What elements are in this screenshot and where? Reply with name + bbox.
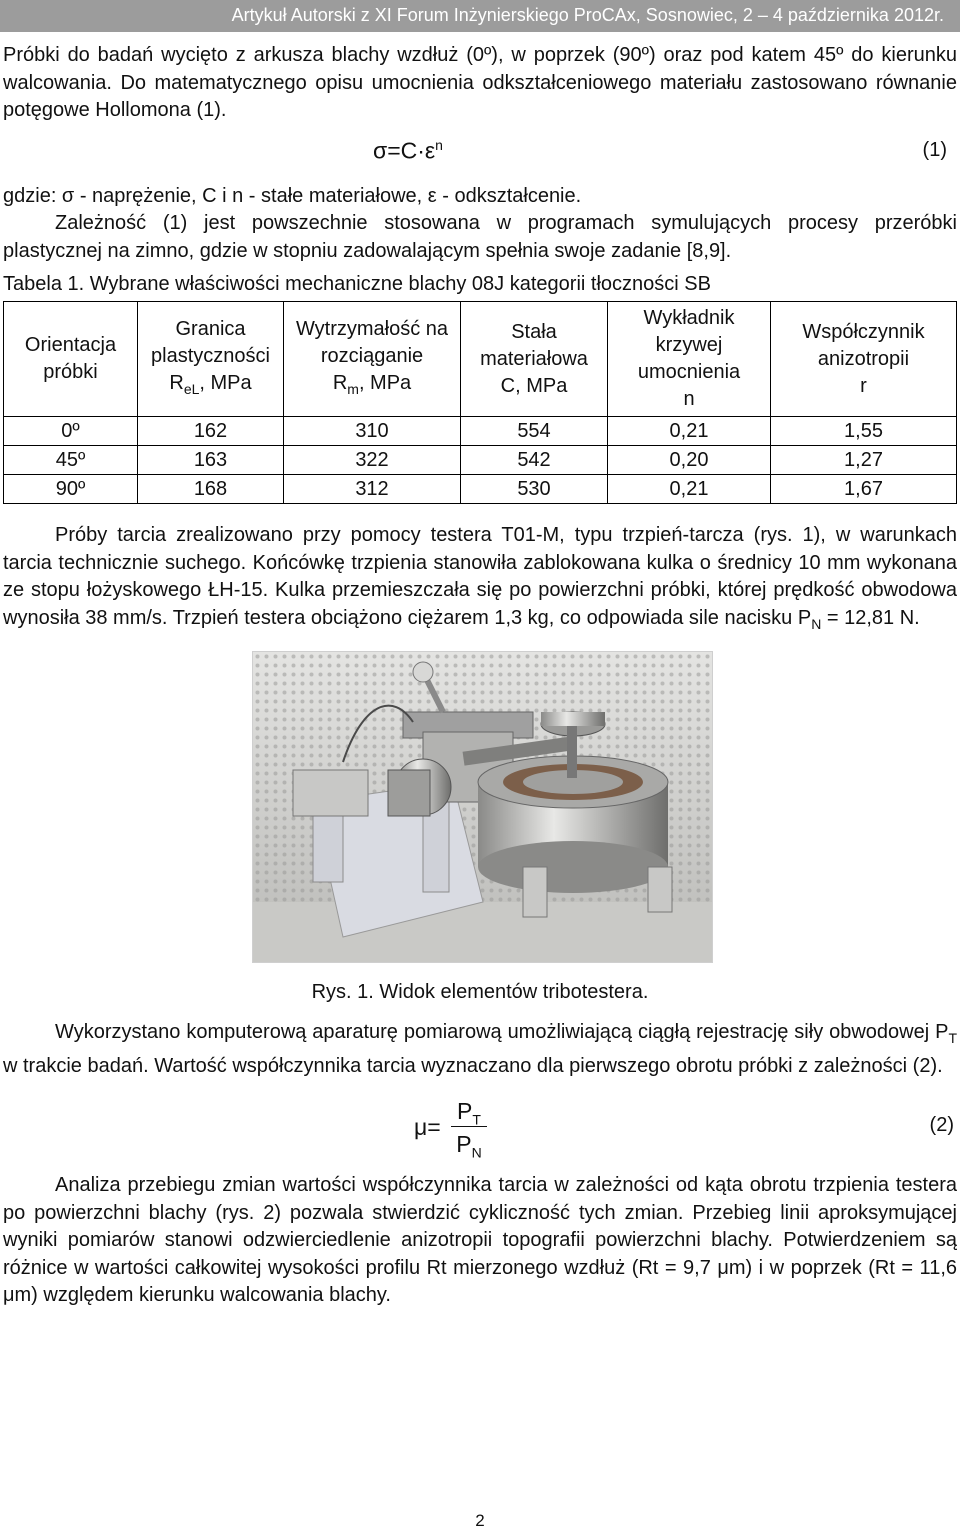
header-cell: Współczynnik anizotropii r bbox=[771, 302, 957, 417]
properties-table bbox=[3, 301, 957, 504]
header-cell: Wykładnik krzywej umocnienia n bbox=[608, 302, 771, 417]
tribotester-photo-illustration bbox=[253, 652, 712, 962]
header-cell: Orientacja próbki bbox=[4, 302, 138, 417]
equation-2-lhs: μ= bbox=[414, 1114, 441, 1140]
table-cell: 45º bbox=[4, 446, 138, 475]
table-cell: 1,67 bbox=[771, 475, 957, 504]
figure-caption: Rys. 1. Widok elementów tribotestera. bbox=[311, 981, 649, 1003]
table-row bbox=[4, 475, 957, 504]
table-cell: 312 bbox=[284, 475, 461, 504]
paragraph-measurement: Wykorzystano komputerową aparaturę pomiarową umożliwiającą ciągłą rejestrację siły obwodowej $P_T$ w trakcie badań. Wartość współczynnika tarcia wyznaczano dla pierwszego obrotu próbki z zależności (2). bbox=[3, 1021, 957, 1077]
paragraph-where: gdzie: σ - naprężenie, C i n - stałe materiałowe, ε - odkształcenie. bbox=[3, 184, 582, 207]
table-caption: Tabela 1. Wybrane właściwości mechaniczne blachy 08J kategorii tłoczności SB bbox=[3, 273, 711, 295]
equation-1 bbox=[3, 137, 957, 183]
table-row bbox=[4, 417, 957, 446]
paragraph-friction-tests: Próby tarcia zrealizowano przy pomocy testera T01-M, typu trzpień-tarcza (rys. 1), w warunkach tarcia technicznie suchego. Końcówkę trzpienia stanowiła zablokowana kulka o średnicy 10 mm wykonana ze stopu łożyskowego ŁH-15. Kulka przemieszczała się po powierzchni próbki, której prędkość obwodowa wynosiła 38 mm/s. Trzpień testera obciążono ciężarem 1,3 kg, co odpowiada sile nacisku $P_N = 12,81$ N. bbox=[3, 524, 957, 632]
table-cell: 0º bbox=[4, 417, 138, 446]
equation-1-number: (1) bbox=[922, 138, 947, 161]
table-cell: 168 bbox=[138, 475, 284, 504]
page-header bbox=[0, 0, 960, 32]
equation-2-denominator: $P_N$ bbox=[456, 1131, 482, 1161]
equation-2-numerator: $P_T$ bbox=[451, 1096, 487, 1127]
paragraph-analysis: Analiza przebiegu zmian wartości współczynnika tarcia w zależności od kąta obrotu trzpienia testera po powierzchni blachy (rys. 2) pozwala stwierdzić cykliczność tych zmian. Przebieg linii aproksymującej wyniki pomiarów stanowi odzwierciedlenie anizotropii topografii powierzchni blachy. Potwierdzeniem są różnice w wartości całkowitej wysokości profilu Rt mierzonego wzdłuż (Rt = 9,7 μm) i w poprzek (Rt = 11,6 μm) względem kierunku walcowania blachy. bbox=[3, 1174, 957, 1306]
equation-1-formula: $\sigma=C\cdot\varepsilon^n$ bbox=[373, 136, 443, 164]
header-cell: Granica plastyczności $R_{eL}$, MPa bbox=[138, 302, 284, 417]
tribotester-photo bbox=[252, 651, 713, 963]
header-text: Artykuł Autorski z XI Forum Inżynierskiego ProCAx, Sosnowiec, 2 – 4 października 2012r. bbox=[231, 5, 944, 25]
table-cell: 542 bbox=[461, 446, 608, 475]
table-cell: 530 bbox=[461, 475, 608, 504]
table-cell: 162 bbox=[138, 417, 284, 446]
page-content bbox=[3, 42, 957, 1310]
header-cell: Wytrzymałość na rozciąganie $R_m$, MPa bbox=[284, 302, 461, 417]
table-cell: 90º bbox=[4, 475, 138, 504]
paragraph-dependency: Zależność (1) jest powszechnie stosowana w programach symulujących procesy przeróbki plastycznej na zimno, gdzie w stopniu zadowalającym spełnia swoje zadanie [8,9]. bbox=[3, 212, 957, 262]
table-cell: 0,21 bbox=[608, 475, 771, 504]
table-cell: 310 bbox=[284, 417, 461, 446]
table-cell: 1,55 bbox=[771, 417, 957, 446]
table-row bbox=[4, 446, 957, 475]
table-cell: 163 bbox=[138, 446, 284, 475]
equation-1-exponent: n bbox=[435, 136, 443, 153]
equation-2-number: (2) bbox=[929, 1114, 954, 1136]
table-cell: 1,27 bbox=[771, 446, 957, 475]
header-cell: Stała materiałowa C, MPa bbox=[461, 302, 608, 417]
page-number: 2 bbox=[475, 1511, 485, 1530]
equation-2-fraction bbox=[451, 1096, 487, 1161]
paragraph-samples: Próbki do badań wycięto z arkusza blachy wzdłuż (0º), w poprzek (90º) oraz pod katem 45º do kierunku walcowania. Do matematycznego opisu umocnienia odkształceniowego materiału zastosowano równanie potęgowe Hollomona (1). bbox=[3, 44, 957, 121]
table-cell: 0,21 bbox=[608, 417, 771, 446]
table-cell: 322 bbox=[284, 446, 461, 475]
table-cell: 0,20 bbox=[608, 446, 771, 475]
equation-2 bbox=[3, 1092, 957, 1172]
table-cell: 554 bbox=[461, 417, 608, 446]
table-header-row bbox=[4, 302, 957, 417]
